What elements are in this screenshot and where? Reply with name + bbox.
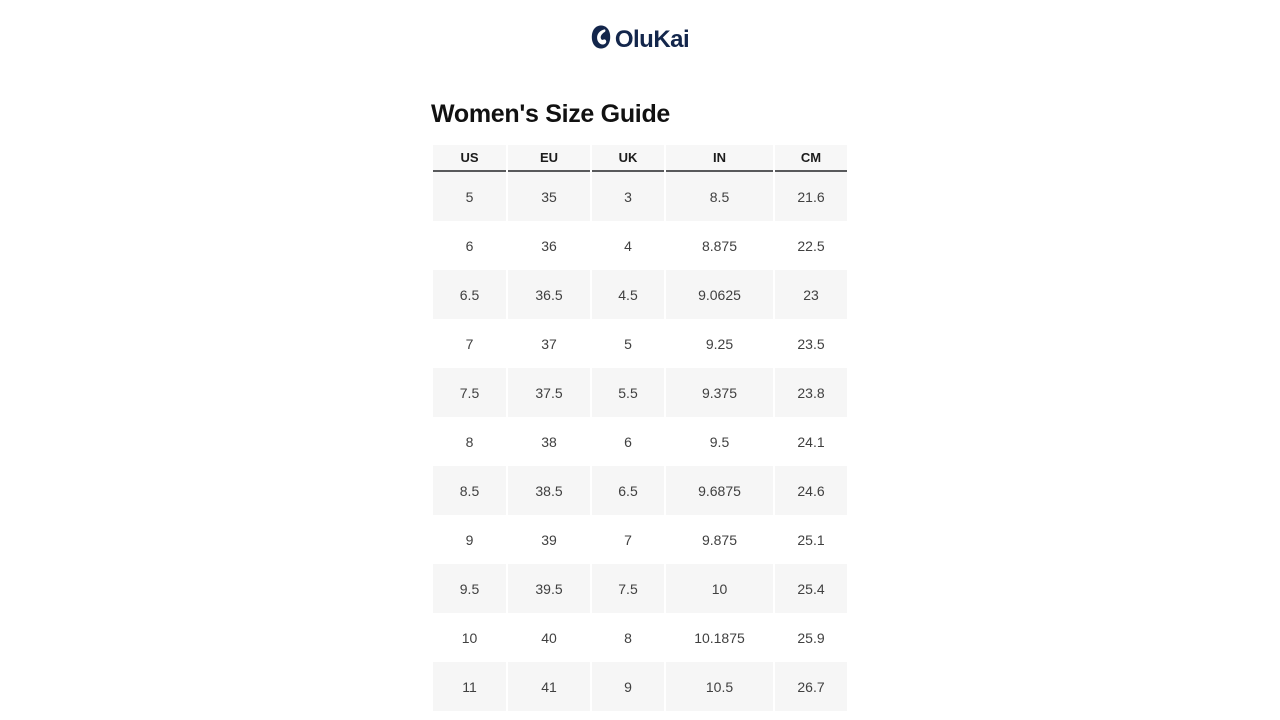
size-cell: 25.4 bbox=[775, 564, 847, 613]
size-cell: 10 bbox=[666, 564, 773, 613]
size-cell: 9.0625 bbox=[666, 270, 773, 319]
table-row bbox=[433, 319, 847, 368]
size-table-body bbox=[433, 172, 847, 711]
page-title: Women's Size Guide bbox=[431, 100, 671, 128]
column-header-uk: UK bbox=[592, 145, 664, 172]
size-cell: 9 bbox=[433, 515, 506, 564]
size-guide-content bbox=[431, 99, 849, 711]
size-cell: 10.5 bbox=[666, 662, 773, 711]
size-cell: 7 bbox=[592, 515, 664, 564]
size-cell: 9.5 bbox=[433, 564, 506, 613]
size-cell: 24.1 bbox=[775, 417, 847, 466]
size-cell: 25.9 bbox=[775, 613, 847, 662]
size-cell: 24.6 bbox=[775, 466, 847, 515]
size-cell: 26.7 bbox=[775, 662, 847, 711]
olukai-logo bbox=[591, 25, 689, 54]
size-cell: 6.5 bbox=[433, 270, 506, 319]
table-row bbox=[433, 221, 847, 270]
header-row bbox=[433, 145, 847, 172]
table-row bbox=[433, 368, 847, 417]
size-cell: 6 bbox=[433, 221, 506, 270]
header bbox=[0, 0, 1280, 54]
size-cell: 9.5 bbox=[666, 417, 773, 466]
size-cell: 35 bbox=[508, 172, 590, 221]
size-cell: 10.1875 bbox=[666, 613, 773, 662]
size-cell: 8.5 bbox=[433, 466, 506, 515]
table-row bbox=[433, 613, 847, 662]
size-cell: 8.5 bbox=[666, 172, 773, 221]
size-cell: 9.375 bbox=[666, 368, 773, 417]
column-header-eu: EU bbox=[508, 145, 590, 172]
column-header-in: IN bbox=[666, 145, 773, 172]
size-cell: 10 bbox=[433, 613, 506, 662]
size-cell: 36 bbox=[508, 221, 590, 270]
olukai-logo-text: OluKai bbox=[614, 25, 690, 53]
size-cell: 39 bbox=[508, 515, 590, 564]
table-row bbox=[433, 515, 847, 564]
table-row bbox=[433, 662, 847, 711]
size-cell: 25.1 bbox=[775, 515, 847, 564]
size-cell: 6 bbox=[592, 417, 664, 466]
size-cell: 5 bbox=[433, 172, 506, 221]
size-cell: 37.5 bbox=[508, 368, 590, 417]
size-cell: 8 bbox=[433, 417, 506, 466]
size-cell: 5.5 bbox=[592, 368, 664, 417]
size-cell: 7 bbox=[433, 319, 506, 368]
size-cell: 21.6 bbox=[775, 172, 847, 221]
table-row bbox=[433, 466, 847, 515]
size-cell: 38 bbox=[508, 417, 590, 466]
size-table-header bbox=[433, 145, 847, 172]
size-cell: 8.875 bbox=[666, 221, 773, 270]
size-table bbox=[431, 145, 849, 711]
size-cell: 8 bbox=[592, 613, 664, 662]
size-cell: 41 bbox=[508, 662, 590, 711]
size-cell: 4 bbox=[592, 221, 664, 270]
olukai-logo-mark-icon bbox=[591, 25, 611, 54]
size-cell: 22.5 bbox=[775, 221, 847, 270]
size-cell: 9.875 bbox=[666, 515, 773, 564]
size-cell: 7.5 bbox=[592, 564, 664, 613]
size-cell: 23.5 bbox=[775, 319, 847, 368]
size-cell: 39.5 bbox=[508, 564, 590, 613]
table-row bbox=[433, 564, 847, 613]
size-cell: 7.5 bbox=[433, 368, 506, 417]
size-cell: 37 bbox=[508, 319, 590, 368]
size-cell: 40 bbox=[508, 613, 590, 662]
size-cell: 11 bbox=[433, 662, 506, 711]
column-header-us: US bbox=[433, 145, 506, 172]
size-cell: 23 bbox=[775, 270, 847, 319]
size-cell: 9.25 bbox=[666, 319, 773, 368]
table-row bbox=[433, 417, 847, 466]
column-header-cm: CM bbox=[775, 145, 847, 172]
size-cell: 5 bbox=[592, 319, 664, 368]
size-cell: 3 bbox=[592, 172, 664, 221]
table-row bbox=[433, 172, 847, 221]
size-cell: 9.6875 bbox=[666, 466, 773, 515]
size-cell: 9 bbox=[592, 662, 664, 711]
size-cell: 36.5 bbox=[508, 270, 590, 319]
size-cell: 38.5 bbox=[508, 466, 590, 515]
size-cell: 23.8 bbox=[775, 368, 847, 417]
table-row bbox=[433, 270, 847, 319]
size-cell: 4.5 bbox=[592, 270, 664, 319]
size-cell: 6.5 bbox=[592, 466, 664, 515]
